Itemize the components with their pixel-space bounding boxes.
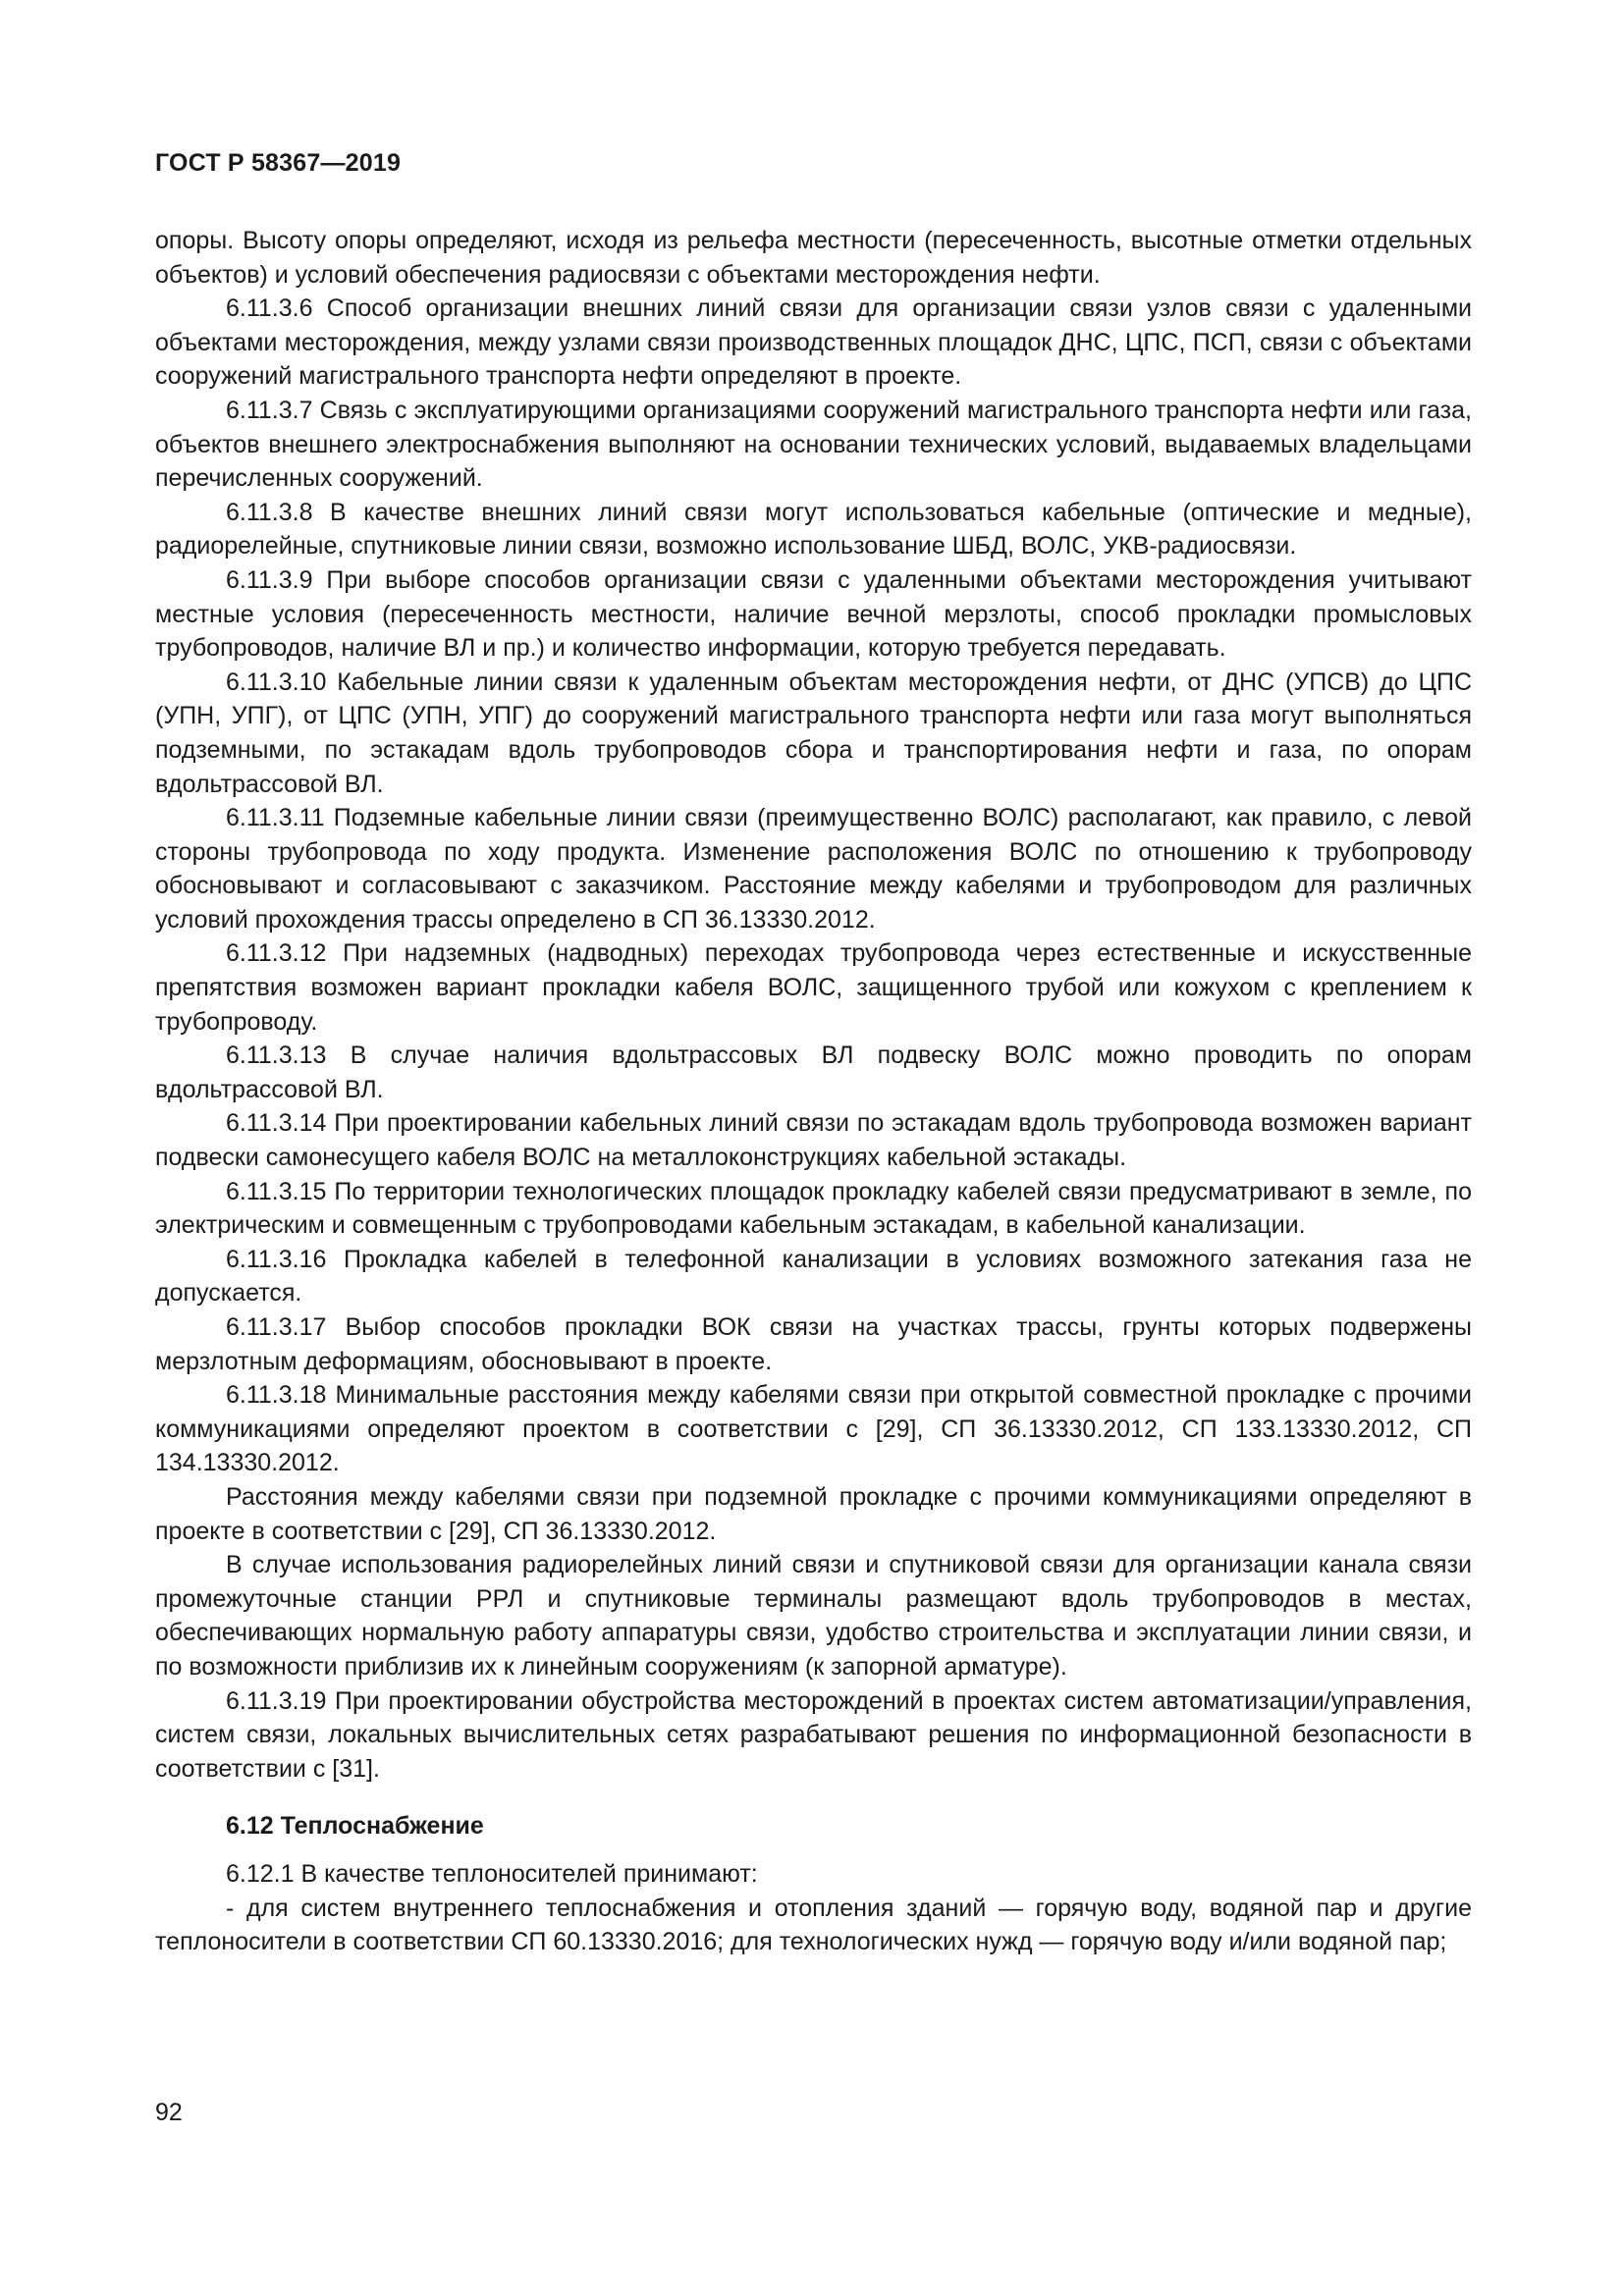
list-item-heat-carriers: - для систем внутреннего теплоснабжения и отопления зданий — горячую воду, водяной пар и другие теплоносители в соответствии СП 60.13330.2016; для технологических нужд — горячую воду и/или водяной пар; xyxy=(155,1894,1472,1956)
paragraph-6-11-3-13: 6.11.3.13 В случае наличия вдольтрассовых ВЛ подвеску ВОЛС можно проводить по опорам вдольтрассовой ВЛ. xyxy=(155,1041,1472,1103)
paragraph-cable-distances: Расстояния между кабелями связи при подземной прокладке с прочими коммуникациями определяют в проекте в соответствии с [29], СП 36.13330.2012. xyxy=(155,1482,1472,1545)
paragraph-6-11-3-15: 6.11.3.15 По территории технологических площадок прокладку кабелей связи предусматривают в земле, по электрическим и совмещенным с трубопроводами кабельным эстакадам, в кабельной канализации. xyxy=(155,1177,1472,1240)
paragraph-6-12-1: 6.12.1 В качестве теплоносителей принимают: xyxy=(226,1859,758,1888)
document-code-header: ГОСТ Р 58367—2019 xyxy=(155,149,402,177)
paragraph-6-11-3-6: 6.11.3.6 Способ организации внешних линий связи для организации связи узлов связи с удаленными объектами месторождения, между узлами связи производственных площадок ДНС, ЦПС, ПСП, связи с объектами сооружений магистрального транспорта нефти определяют в проекте. xyxy=(155,294,1472,391)
paragraph-6-11-3-9: 6.11.3.9 При выборе способов организации связи с удаленными объектами месторождения учитывают местные условия (пересеченность местности, наличие вечной мерзлоты, способ прокладки промысловых трубопроводов, наличие ВЛ и пр.) и количество информации, которую требуется передавать. xyxy=(155,565,1472,663)
paragraph-6-11-3-14: 6.11.3.14 При проектировании кабельных линий связи по эстакадам вдоль трубопровода возможен вариант подвески самонесущего кабеля ВОЛС на металлоконструкциях кабельной эстакады. xyxy=(155,1109,1472,1172)
section-heading-heat-supply: 6.12 Теплоснабжение xyxy=(226,1812,484,1841)
paragraph-6-11-3-18: 6.11.3.18 Минимальные расстояния между кабелями связи при открытой совместной прокладке с прочими коммуникациями определяют проектом в соответствии с [29], СП 36.13330.2012, СП 133.13330.2012, СП 134.13330.2012. xyxy=(155,1381,1472,1477)
paragraph-6-11-3-11: 6.11.3.11 Подземные кабельные линии связи (преимущественно ВОЛС) располагают, как правило, с левой стороны трубопровода по ходу продукта. Изменение расположения ВОЛС по отношению к трубопроводу обосновывают и согласовывают с заказчиком. Расстояние между кабелями и трубопроводом для различных условий прохождения трассы определено в СП 36.13330.2012. xyxy=(155,804,1472,934)
paragraph-6-11-3-7: 6.11.3.7 Связь с эксплуатирующими организациями сооружений магистрального транспорта нефти или газа, объектов внешнего электроснабжения выполняют на основании технических условий, выдаваемых владельцами перечисленных сооружений. xyxy=(155,396,1472,493)
paragraph-6-11-3-16: 6.11.3.16 Прокладка кабелей в телефонной канализации в условиях возможного затекания газа не допускается. xyxy=(155,1245,1472,1308)
paragraph-6-11-3-10: 6.11.3.10 Кабельные линии связи к удаленным объектам месторождения нефти, от ДНС (УПСВ) до ЦПС (УПН, УПГ), от ЦПС (УПН, УПГ) до сооружений магистрального транспорта нефти или газа могут выполняться подземными, по эстакадам вдоль трубопроводов сбора и транспортирования нефти и газа, по опорам вдольтрассовой ВЛ. xyxy=(155,667,1472,798)
paragraph-6-11-3-19: 6.11.3.19 При проектировании обустройства месторождений в проектах систем автоматизации/управления, систем связи, локальных вычислительных сетях разрабатывают решения по информационной безопасности в соответствии с [31]. xyxy=(155,1686,1472,1783)
paragraph-6-11-3-12: 6.11.3.12 При надземных (надводных) переходах трубопровода через естественные и искусственные препятствия возможен вариант прокладки кабеля ВОЛС, защищенного трубой или кожухом с креплением к трубопроводу. xyxy=(155,939,1472,1036)
paragraph-continuation: опоры. Высоту опоры определяют, исходя из рельефа местности (пересеченность, высотные отметки отдельных объектов) и условий обеспечения радиосвязи с объектами месторождения нефти. xyxy=(155,227,1472,289)
paragraph-6-11-3-17: 6.11.3.17 Выбор способов прокладки ВОК связи на участках трассы, грунты которых подвержены мерзлотным деформациям, обосновывают в проекте. xyxy=(155,1313,1472,1375)
page-number: 92 xyxy=(155,2099,183,2126)
paragraph-6-11-3-8: 6.11.3.8 В качестве внешних линий связи могут использоваться кабельные (оптические и медные), радиорелейные, спутниковые линии связи, возможно использование ШБД, ВОЛС, УКВ-радиосвязи. xyxy=(155,498,1472,561)
paragraph-radio-relay: В случае использования радиорелейных линий связи и спутниковой связи для организации канала связи промежуточные станции РРЛ и спутниковые терминалы размещают вдоль трубопроводов в местах, обеспечивающих нормальную работу аппаратуры связи, удобство строительства и эксплуатации линии связи, и по возможности приблизив их к линейным сооружениям (к запорной арматуре). xyxy=(155,1551,1472,1681)
document-body xyxy=(155,224,1472,1959)
